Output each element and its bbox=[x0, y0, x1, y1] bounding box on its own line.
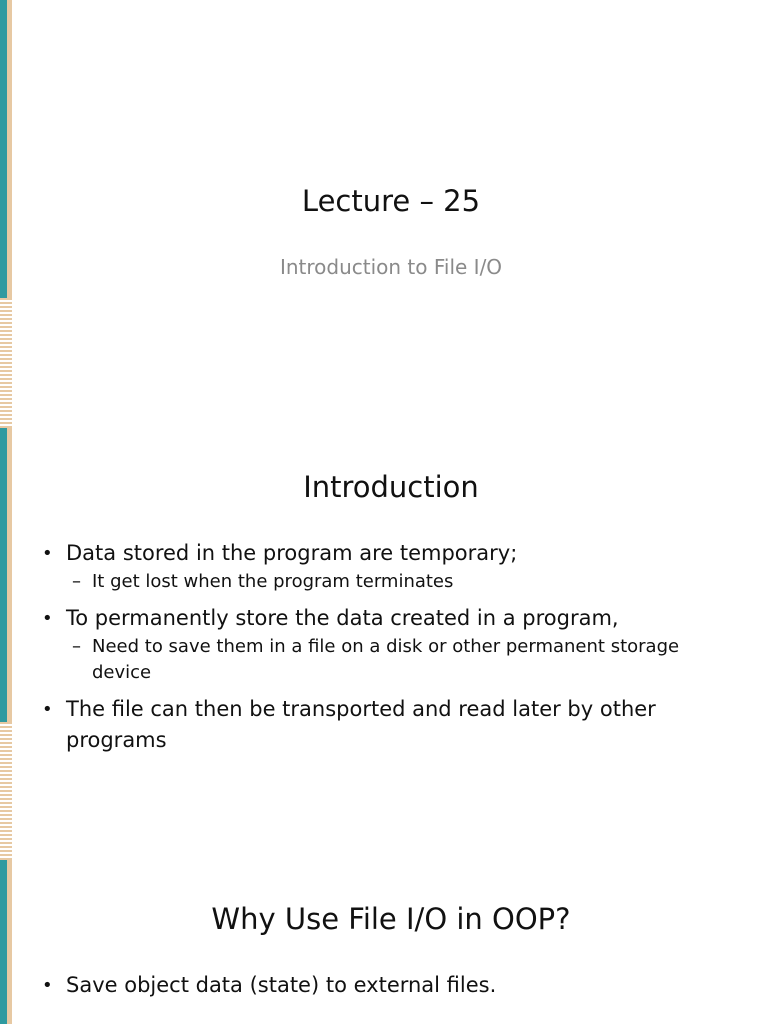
slide-2-title: Introduction bbox=[303, 470, 479, 504]
bullet-marker: • bbox=[42, 975, 53, 996]
bullet-text: To permanently store the data created in a program, bbox=[66, 606, 619, 630]
slide-2-bullet-list bbox=[42, 538, 738, 756]
list-item bbox=[42, 970, 738, 1001]
sub-bullet-text: Need to save them in a file on a disk or other permanent storage device bbox=[92, 636, 680, 683]
list-item bbox=[42, 603, 738, 634]
left-border-teal bbox=[0, 0, 7, 1024]
spacer bbox=[42, 595, 738, 603]
bullet-text: Data stored in the program are temporary; bbox=[66, 541, 518, 565]
bullet-marker: • bbox=[42, 543, 53, 564]
left-border-tan bbox=[7, 0, 12, 1024]
left-border-decoration bbox=[0, 0, 14, 1024]
bullet-marker: • bbox=[42, 699, 53, 720]
sub-bullet-text: It get lost when the program terminates bbox=[92, 571, 454, 592]
bullet-text: Save object data (state) to external files. bbox=[66, 973, 497, 997]
sub-list-item bbox=[42, 569, 738, 595]
bullet-marker: • bbox=[42, 608, 53, 629]
list-item bbox=[42, 538, 738, 569]
sub-bullet-marker: – bbox=[72, 571, 81, 592]
slide-3-bullet-list bbox=[42, 970, 738, 1001]
slide-3-title: Why Use File I/O in OOP? bbox=[211, 902, 571, 936]
left-border-ticks-lower bbox=[0, 722, 12, 860]
sub-list-item bbox=[42, 634, 738, 686]
left-border-ticks-upper bbox=[0, 298, 12, 428]
sub-bullet-marker: – bbox=[72, 636, 81, 657]
spacer bbox=[42, 686, 738, 694]
list-item bbox=[42, 694, 738, 756]
slide-1-title: Lecture – 25 bbox=[301, 184, 481, 218]
slide-1-subtitle: Introduction to File I/O bbox=[279, 255, 503, 279]
bullet-text: The file can then be transported and read later by other programs bbox=[66, 697, 656, 752]
